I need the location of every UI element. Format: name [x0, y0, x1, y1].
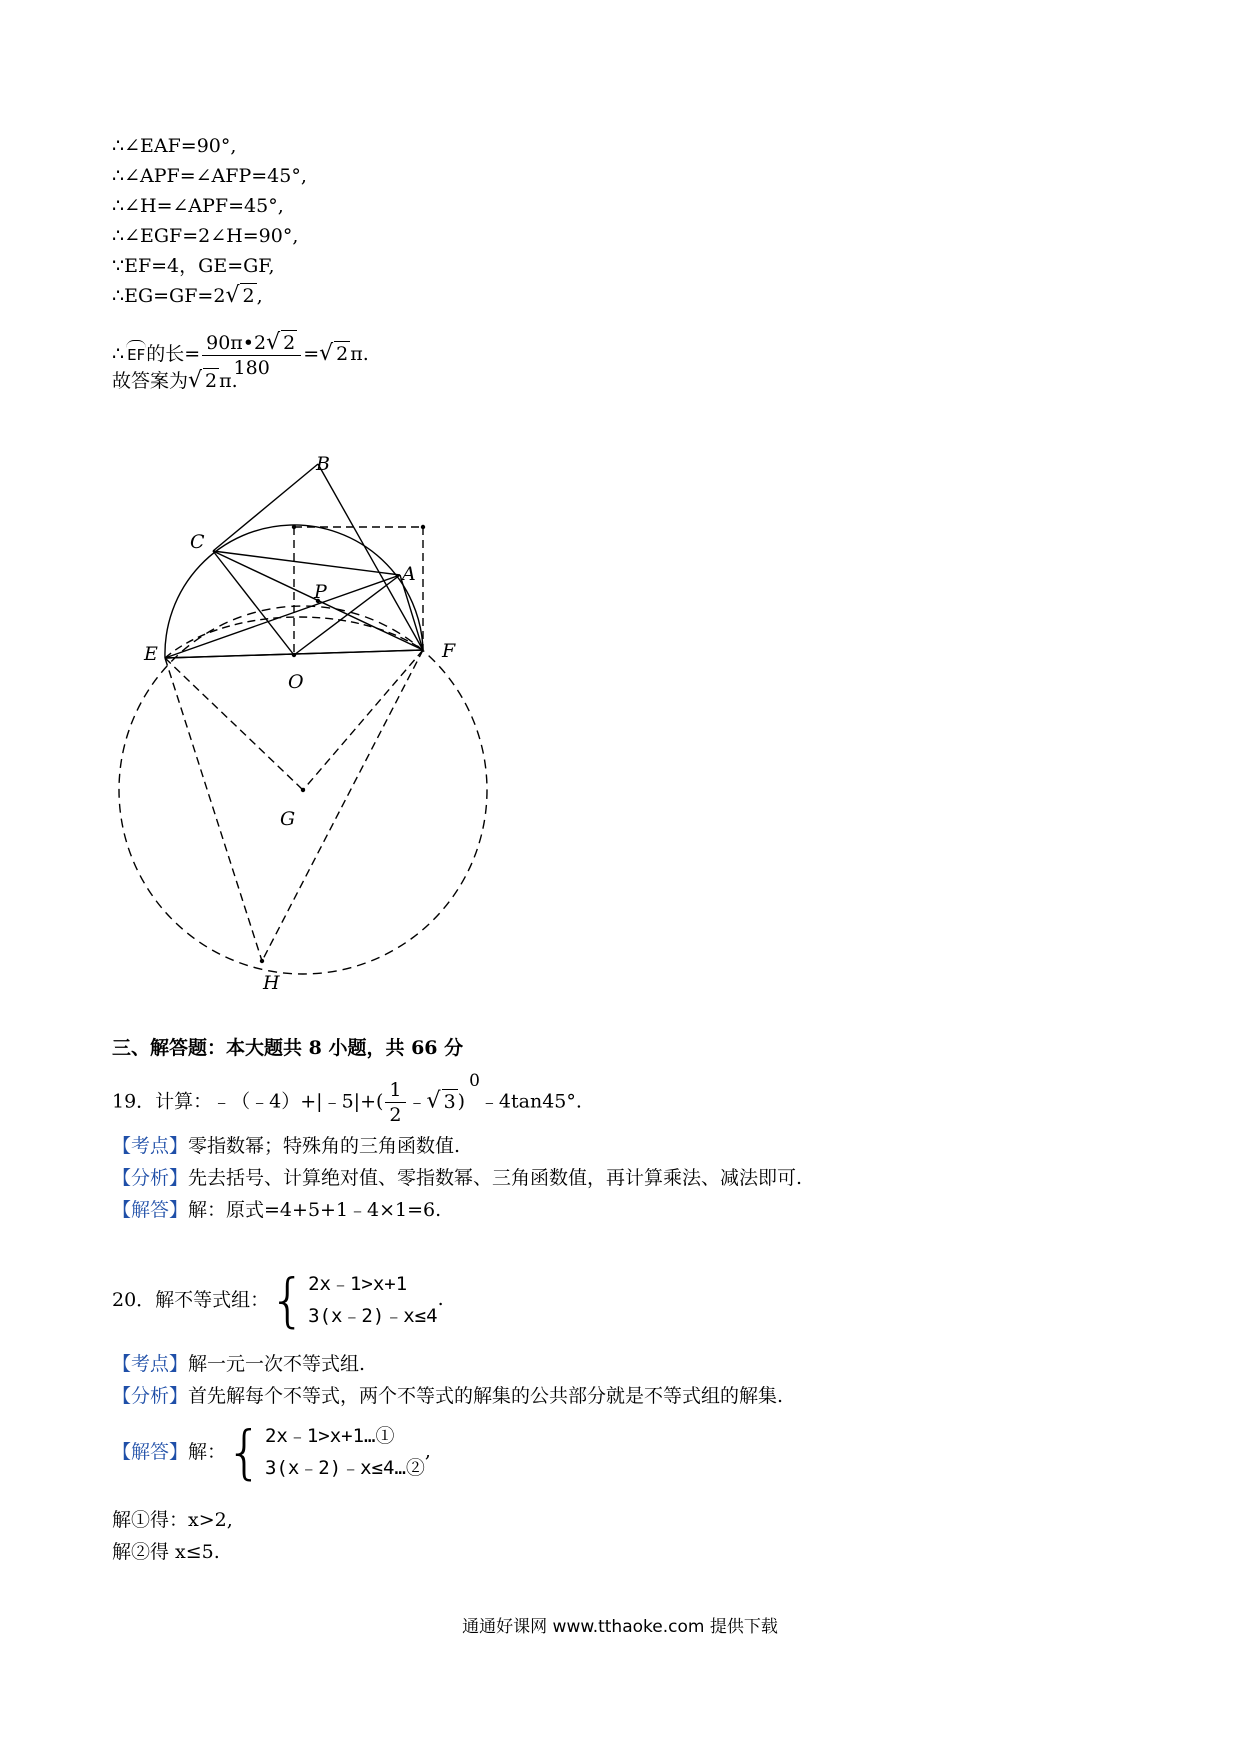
segment-bf	[318, 464, 423, 650]
sqrt-symbol: √	[225, 283, 240, 308]
q19-fraction	[385, 1078, 405, 1127]
minus: ﹣	[407, 1090, 427, 1113]
solution-line-4: ∴∠EGF=2∠H=90°,	[112, 225, 299, 247]
answer-text: 解：原式=4+5+1﹣4×1=6.	[188, 1199, 442, 1221]
solution-suffix: ,	[424, 1440, 431, 1462]
dashed-fg	[303, 650, 423, 790]
fraction-denominator: 2	[389, 1104, 402, 1126]
answer-prefix: 解：	[188, 1441, 227, 1463]
q19-answer	[112, 1198, 441, 1222]
q20-analysis	[112, 1384, 783, 1408]
close-paren: )	[457, 1090, 466, 1113]
label-p: P	[314, 581, 327, 603]
sqrt-symbol: √	[188, 368, 203, 393]
analysis-tag: 【分析】	[112, 1385, 189, 1407]
radicand: 2	[336, 343, 349, 365]
segment-cb	[213, 464, 318, 551]
label-e: E	[144, 643, 158, 665]
inequality-system	[308, 1268, 438, 1332]
q20-problem	[112, 1268, 444, 1332]
radicand: 3	[443, 1090, 456, 1113]
fraction-denominator: 180	[233, 357, 270, 379]
page-footer: 通通好课网 www.tthaoke.com 提供下载	[462, 1617, 778, 1637]
label-f: F	[442, 640, 456, 662]
label-g: G	[280, 808, 296, 830]
answer-tag: 【解答】	[112, 1199, 189, 1221]
solution-line-1: ∴∠EAF=90°,	[112, 135, 237, 157]
equals: =	[303, 343, 320, 365]
analysis-tag: 【分析】	[112, 1167, 189, 1189]
q20-suffix: .	[437, 1288, 444, 1310]
answer-tag: 【解答】	[112, 1441, 189, 1463]
q19-point	[112, 1134, 460, 1158]
inequality-1: 2x﹣1>x+1	[308, 1273, 408, 1295]
section-heading: 三、解答题：本大题共 8 小题，共 66 分	[112, 1037, 464, 1059]
exponent: 0	[469, 1070, 480, 1091]
brace-symbol: {	[226, 1418, 263, 1486]
numerator-text: 90π•2	[206, 332, 267, 354]
point-text: 零指数幂；特殊角的三角函数值.	[188, 1135, 461, 1157]
q20-step-1: 解①得：x>2,	[112, 1509, 233, 1531]
fraction-numerator: 1	[385, 1078, 405, 1103]
radicand: 2	[283, 332, 296, 354]
arc-ef-label: EF	[126, 340, 146, 367]
label-a: A	[402, 563, 416, 585]
brace-symbol: {	[269, 1266, 307, 1334]
radicand: 2	[242, 285, 255, 307]
therefore: ∴	[112, 343, 125, 365]
point-tag: 【考点】	[112, 1135, 189, 1157]
solution-line-3: ∴∠H=∠APF=45°,	[112, 195, 284, 217]
punct: ,	[256, 285, 263, 307]
q20-prefix: 20．解不等式组：	[112, 1289, 270, 1311]
label-c: C	[190, 531, 205, 553]
arc-length-text: 的长=	[146, 343, 201, 365]
label-b: B	[316, 453, 330, 475]
solution-inequality-1: 2x﹣1>x+1…①	[264, 1425, 395, 1447]
q20-answer	[112, 1420, 431, 1484]
q19-problem	[112, 1070, 582, 1127]
label-h: H	[263, 972, 280, 994]
q19-analysis	[112, 1166, 802, 1190]
q19-suffix: ﹣4tan45°.	[479, 1090, 582, 1113]
answer-text: 故答案为	[112, 370, 189, 392]
sqrt-symbol: √	[266, 330, 281, 355]
solution-system	[265, 1420, 425, 1484]
sqrt-symbol: √	[426, 1088, 441, 1114]
solution-line-5: ∵EF=4，GE=GF,	[112, 255, 275, 277]
q20-point	[112, 1352, 365, 1376]
dashed-fh	[262, 650, 423, 961]
pi-suffix: π.	[350, 343, 369, 365]
inequality-2: 3(x﹣2)﹣x≤4	[308, 1305, 438, 1327]
analysis-text: 首先解每个不等式，两个不等式的解集的公共部分就是不等式组的解集.	[188, 1385, 784, 1407]
radicand: 2	[205, 370, 218, 392]
segment-ea	[165, 575, 400, 658]
q19-prefix: 19．计算：﹣（﹣4）+|﹣5|+(	[112, 1090, 384, 1113]
sqrt-symbol: √	[319, 341, 334, 366]
pi-suffix: π.	[219, 370, 238, 392]
point-text: 解一元一次不等式组.	[188, 1353, 366, 1375]
point-tag: 【考点】	[112, 1353, 189, 1375]
analysis-text: 先去括号、计算绝对值、零指数幂、三角函数值，再计算乘法、减法即可.	[188, 1167, 803, 1189]
segment-co	[213, 551, 294, 655]
solution-inequality-2: 3(x﹣2)﹣x≤4…②	[264, 1457, 425, 1479]
eg-equation: ∴EG=GF=2	[112, 285, 226, 307]
label-o: O	[288, 671, 304, 693]
q20-step-2: 解②得 x≤5.	[112, 1541, 220, 1563]
segment-ca	[213, 551, 400, 575]
solution-line-2: ∴∠APF=∠AFP=45°,	[112, 165, 307, 187]
segment-oa	[294, 575, 400, 655]
